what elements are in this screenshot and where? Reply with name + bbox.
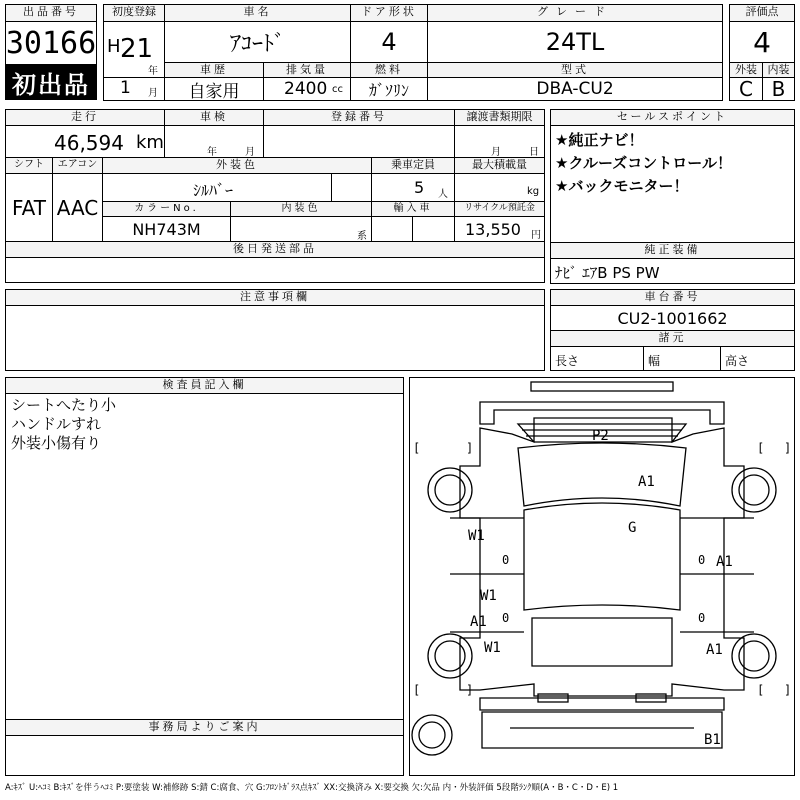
damage-mark: W1	[468, 528, 485, 544]
first-reg-year-cell	[103, 21, 165, 78]
inspector-line: ハンドルすれ	[11, 415, 102, 433]
history: 自家用	[164, 77, 264, 101]
inspector-label: 検査員記入欄	[5, 377, 404, 394]
wheel-bracket: ]	[784, 683, 792, 697]
exterior-color: ｼﾙﾊﾞｰ	[193, 181, 234, 200]
transfer-month-unit: 月	[491, 147, 501, 158]
grade-label: グレード	[427, 4, 723, 22]
office-label: 事務局よりご案内	[5, 719, 404, 736]
mileage-cell	[5, 125, 165, 158]
first-reg-month-cell	[103, 77, 165, 101]
wheel-bracket: [	[757, 683, 765, 697]
reg-no	[263, 125, 455, 158]
fuel-label: 燃料	[350, 62, 428, 78]
damage-mark: B1	[704, 732, 721, 748]
aircon-label: エアコン	[52, 157, 103, 174]
doors: 4	[350, 21, 428, 63]
inspection-cell	[164, 125, 264, 158]
aircon: AAC	[52, 173, 103, 242]
damage-diagram	[409, 377, 795, 776]
model: DBA-CU2	[427, 77, 723, 101]
chassis: CU2-1001662	[550, 305, 795, 331]
int-score-label: 内装	[762, 62, 795, 78]
import-label: 輸入車	[371, 201, 455, 217]
damage-mark: W1	[480, 588, 497, 604]
spec-height-cell	[720, 346, 795, 371]
interior-color-cell	[230, 216, 372, 242]
damage-mark: A1	[638, 474, 655, 490]
lot-number: 30166	[5, 21, 97, 65]
max-load-label: 最大積載量	[454, 157, 545, 174]
inspection-label: 車検	[164, 109, 264, 126]
max-load-cell	[454, 173, 545, 202]
mileage-unit: km	[136, 132, 164, 153]
door-marker: 0	[698, 611, 706, 625]
max-load-unit: kg	[527, 186, 540, 197]
displacement-cell	[263, 77, 351, 101]
wheel-bracket: ]	[466, 441, 474, 455]
spec-label: 諸元	[550, 330, 795, 347]
first-reg-label: 初度登録	[103, 4, 165, 22]
capacity-cell	[371, 173, 455, 202]
ext-score: C	[729, 77, 763, 101]
first-reg-year-unit: 年	[148, 66, 158, 77]
later-parts	[5, 257, 545, 283]
interior-color-label: 内装色	[230, 201, 372, 217]
mileage: 46,594	[54, 131, 124, 155]
inspector-notes	[5, 393, 404, 720]
doors-label: ドア形状	[350, 4, 428, 22]
history-label: 車歴	[164, 62, 264, 78]
displacement-label: 排気量	[263, 62, 351, 78]
damage-mark: A1	[470, 614, 487, 630]
damage-mark: P2	[592, 428, 609, 444]
mileage-label: 走行	[5, 109, 165, 126]
reg-no-label: 登録番号	[263, 109, 455, 126]
wheel-bracket: [	[413, 441, 421, 455]
capacity-label: 乗車定員	[371, 157, 455, 174]
import-cell-a	[371, 216, 413, 242]
genuine-equipment: ﾅﾋﾞ ｴｱB PS PW	[555, 264, 660, 282]
grade: 24TL	[427, 21, 723, 63]
transfer-cell	[454, 125, 545, 158]
first-reg-month: 1	[120, 78, 131, 98]
spec-height-label: 高さ	[725, 354, 750, 368]
wheel-bracket: [	[413, 683, 421, 697]
car-name-label: 車名	[164, 4, 351, 22]
sales-point-item: ★クルーズコントロール！	[555, 154, 732, 172]
damage-mark: A1	[716, 554, 733, 570]
spec-length-cell	[550, 346, 644, 371]
displacement: 2400	[284, 79, 328, 99]
damage-mark: A1	[706, 642, 723, 658]
color-no-label: カラーNo.	[102, 201, 231, 217]
legend: A:ｷｽﾞ U:ﾍｺﾐ B:ｷｽﾞを伴うﾍｺﾐ P:要塗装 W:補修跡 S:錆 C:腐食、穴 G:ﾌﾛﾝﾄｶﾞﾗｽ点ｷｽﾞ XX:交換済み X:要交換 欠:欠品 内・外装評価 5段階ﾗﾝｸ順(A・B・C・D・E) 1	[5, 783, 619, 793]
damage-mark: W1	[484, 640, 501, 656]
chassis-label: 車台番号	[550, 289, 795, 306]
damage-mark: G	[628, 520, 637, 536]
shift: FAT	[5, 173, 53, 242]
displacement-unit: cc	[332, 84, 343, 95]
transfer-day-unit: 日	[529, 147, 539, 158]
score: 4	[729, 21, 795, 63]
spec-width-cell	[643, 346, 721, 371]
inspector-line: シートへたり小	[11, 396, 117, 414]
ext-score-label: 外装	[729, 62, 763, 78]
import-cell-b	[412, 216, 455, 242]
wheel-bracket: ]	[466, 683, 474, 697]
recycle-label: リサイクル預託金	[454, 201, 545, 217]
wheel-bracket: [	[757, 441, 765, 455]
notes	[5, 305, 545, 371]
sales-point-item: ★純正ナビ！	[555, 131, 644, 149]
sales-points-label: セールスポイント	[550, 109, 795, 126]
car-diagram-svg	[410, 378, 794, 775]
inspector-line: 外装小傷有り	[11, 434, 102, 452]
interior-color-suffix: 系	[357, 231, 367, 242]
recycle-cell	[454, 216, 545, 242]
recycle: 13,550	[465, 220, 521, 239]
sales-point-item: ★バックモニター！	[555, 177, 689, 195]
door-marker: 0	[502, 611, 510, 625]
shift-label: シフト	[5, 157, 53, 174]
notes-label: 注意事項欄	[5, 289, 545, 306]
first-listing-badge: 初出品	[5, 64, 97, 100]
capacity: 5	[414, 178, 425, 197]
sales-points	[550, 125, 795, 243]
genuine-equipment-cell	[550, 258, 795, 284]
transfer-label: 譲渡書類期限	[454, 109, 545, 126]
score-label: 評価点	[729, 4, 795, 22]
car-name: ｱｺｰﾄﾞ	[164, 21, 351, 63]
capacity-unit: 人	[438, 189, 448, 200]
recycle-unit: 円	[531, 230, 541, 241]
door-marker: 0	[502, 553, 510, 567]
lot-number-label: 出品番号	[5, 4, 97, 22]
color-no: NH743M	[102, 216, 231, 242]
spec-width-label: 幅	[648, 354, 661, 368]
first-reg-month-unit: 月	[148, 88, 158, 99]
exterior-color-label: 外装色	[102, 157, 372, 174]
later-parts-label: 後日発送部品	[5, 241, 545, 258]
int-score: B	[762, 77, 795, 101]
exterior-color-cell	[102, 173, 332, 202]
door-marker: 0	[698, 553, 706, 567]
first-reg-year: 21	[120, 34, 154, 64]
fuel: ｶﾞｿﾘﾝ	[350, 77, 428, 101]
wheel-bracket: ]	[784, 441, 792, 455]
inspection-month-unit: 月	[245, 147, 255, 158]
inspection-year-unit: 年	[207, 147, 217, 158]
model-label: 型式	[427, 62, 723, 78]
spec-length-label: 長さ	[555, 354, 580, 368]
exterior-color-sub	[331, 173, 372, 202]
office-notes	[5, 735, 404, 776]
first-reg-era: H	[107, 36, 121, 57]
genuine-equipment-label: 純正装備	[550, 242, 795, 259]
